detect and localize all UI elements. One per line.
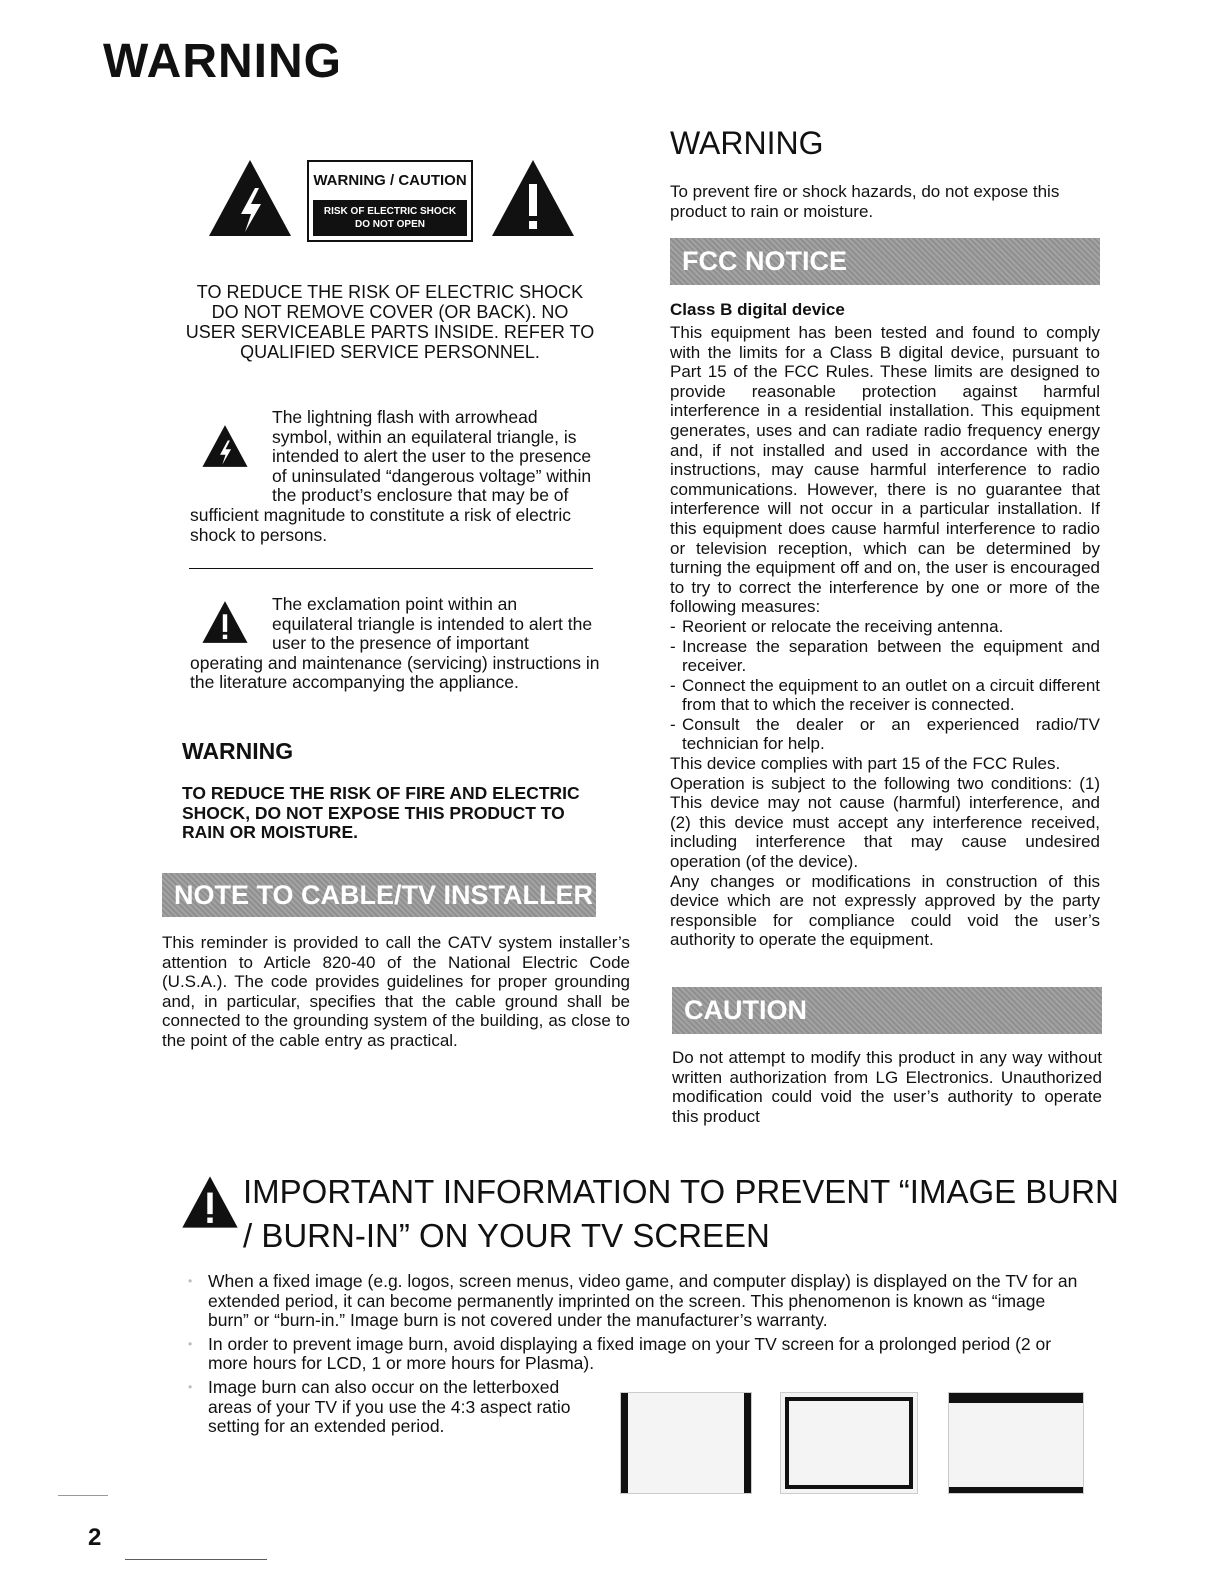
fcc-paragraph: This device complies with part 15 of the FCC Rules.: [670, 754, 1061, 774]
list-item: - Reorient or relocate the receiving antenna.: [670, 616, 1004, 636]
right-warning-heading: WARNING: [670, 125, 824, 161]
exclamation-burn-icon: [180, 1175, 240, 1229]
fcc-heading: FCC NOTICE: [670, 238, 1100, 285]
shock-notice-line: TO REDUCE THE RISK OF ELECTRIC SHOCK: [196, 282, 584, 302]
burn-heading: [243, 1170, 1119, 1258]
cable-note-heading: NOTE TO CABLE/TV INSTALLER: [162, 873, 596, 917]
shock-notice-line: QUALIFIED SERVICE PERSONNEL.: [240, 342, 540, 362]
left-warning-text: TO REDUCE THE RISK OF FIRE AND ELECTRIC SHOCK, DO NOT EXPOSE THIS PRODUCT TO RAIN OR MOISTURE.: [182, 783, 580, 842]
lightning-explanation: The lightning flash with arrowhead symbol, within an equilateral triangle, is intended to alert the user to the presence of uninsulated “dangerous voltage” within the product’s enclosure that may be of sufficient magnitude to constitute a risk of electric shock to persons.: [190, 407, 592, 545]
tv-illustration-pillarbox: [620, 1392, 752, 1494]
list-item: • When a fixed image (e.g. logos, screen menus, video game, and computer display) is displayed on the TV for an extended period, it can become permanently imprinted on the screen. This phenomenon is known as “image burn” or “burn-in.” Image burn is not covered under the manufacturer’s warranty.: [188, 1271, 1078, 1331]
page-number: 2: [88, 1524, 102, 1551]
lightning-warning-icon: [207, 158, 293, 238]
shock-notice: [180, 282, 600, 362]
tv-illustration-window: [780, 1392, 918, 1494]
label-line-2: DO NOT OPEN: [354, 219, 425, 230]
list-item: - Connect the equipment to an outlet on a circuit different from that to which the receiver is connected.: [670, 675, 1100, 715]
label-title: WARNING / CAUTION: [313, 172, 467, 189]
list-item: • Image burn can also occur on the letterboxed areas of your TV if you use the 4:3 aspect ratio setting for an extended period.: [188, 1376, 571, 1437]
list-item: - Increase the separation between the equipment and receiver.: [670, 636, 1100, 676]
shock-notice-line: DO NOT REMOVE COVER (OR BACK). NO: [211, 302, 569, 322]
fcc-paragraph: Operation is subject to the following two conditions: (1) This device may not cause (harmful) interference, and (2) this device must accept any interference received, including interference that may cause undesired operation (of the device).: [670, 773, 1100, 872]
list-item: • In order to prevent image burn, avoid displaying a fixed image on your TV screen for a prolonged period (2 or more hours for LCD, 1 or more hours for Plasma).: [188, 1333, 1052, 1374]
tv-illustration-letterbox: [948, 1392, 1084, 1494]
caution-text: Do not attempt to modify this product in any way without written authorization from LG Electronics. Unauthorized modification could void the user’s authority to operate this product: [672, 1048, 1102, 1126]
warning-label-box: [307, 160, 473, 242]
cable-note-text: This reminder is provided to call the CATV system installer’s attention to Article 820-40 of the National Electric Code (U.S.A.). The code provides guidelines for proper grounding and, in particular, specifies that the cable ground shall be connected to the grounding system of the building, as close to the point of the cable entry as practical.: [162, 933, 630, 1050]
fcc-paragraph: Any changes or modifications in construction of this device which are not expressly approved by the party responsible for compliance could void the user’s authority to operate the equipment.: [670, 871, 1100, 950]
right-warning-text: To prevent fire or shock hazards, do not expose this product to rain or moisture.: [670, 182, 1060, 221]
caution-heading: CAUTION: [672, 987, 1102, 1034]
footer-link-rule: [125, 1559, 267, 1560]
fcc-intro: This equipment has been tested and found to comply with the limits for a Class B digital device, pursuant to Part 15 of the FCC Rules. These limits are designed to provide reasonable protection against harmful interference in a residential installation. This equipment generates, uses and can radiate radio frequency energy and, if not installed and used in accordance with the instructions, may cause harmful interference to radio communications. However, there is no guarantee that interference will not occur in a particular installation. If this equipment does cause harmful interference to radio or television reception, which can be determined by turning the equipment off and on, the user is encouraged to try to correct the interference by one or more of the following measures:: [670, 323, 1100, 617]
list-item: - Consult the dealer or an experienced radio/TV technician for help.: [670, 714, 1100, 754]
shock-notice-line: USER SERVICEABLE PARTS INSIDE. REFER TO: [185, 322, 595, 342]
burn-heading-line: IMPORTANT INFORMATION TO PREVENT “IMAGE BURN: [243, 1173, 1119, 1210]
label-line-1: RISK OF ELECTRIC SHOCK: [323, 206, 457, 217]
divider: [189, 568, 593, 569]
footer-rule: [58, 1495, 108, 1496]
fcc-body: [670, 323, 1100, 950]
fcc-subheading: Class B digital device: [670, 300, 845, 319]
exclamation-warning-icon: [490, 158, 576, 238]
exclamation-explanation: The exclamation point within an equilateral triangle is intended to alert the user to the presence of important operating and maintenance (servicing) instructions in the literature accompanying the appliance.: [190, 594, 600, 693]
left-warning-heading: WARNING: [182, 738, 294, 764]
page-title: WARNING: [103, 35, 342, 88]
burn-heading-line: / BURN-IN” ON YOUR TV SCREEN: [243, 1217, 770, 1254]
